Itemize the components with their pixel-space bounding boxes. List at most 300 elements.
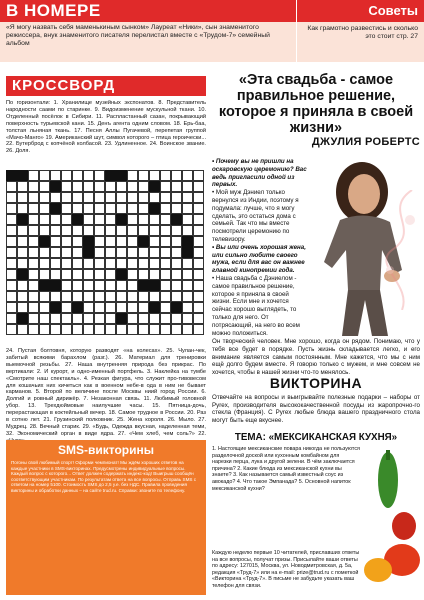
crossword-cell[interactable] (50, 258, 61, 269)
crossword-cell[interactable] (182, 170, 193, 181)
crossword-cell[interactable] (116, 203, 127, 214)
crossword-block (17, 313, 28, 324)
crossword-cell[interactable] (39, 225, 50, 236)
crossword-cell[interactable] (83, 313, 94, 324)
crossword-cell[interactable] (17, 203, 28, 214)
crossword-cell[interactable] (105, 269, 116, 280)
crossword-cell[interactable] (6, 247, 17, 258)
crossword-cell[interactable] (39, 324, 50, 335)
crossword-cell[interactable] (94, 170, 105, 181)
crossword-cell[interactable] (28, 324, 39, 335)
crossword-cell[interactable] (171, 313, 182, 324)
crossword-cell[interactable] (193, 291, 204, 302)
in-this-issue-box (0, 0, 296, 62)
crossword-block (171, 214, 182, 225)
crossword-cell[interactable] (50, 291, 61, 302)
crossword-cell[interactable] (138, 269, 149, 280)
crossword-cell[interactable] (149, 313, 160, 324)
sms-quiz-text: Погоны свой любимый спорт! Оформи чемпионат! Мы ждём хороших ответов на каждые участники в SMS-викторинах. Предусмотрены индивидуальные вопросы. Каждый вопрос с которого... Ответ должен содержать индекс-код! Выигрыш сообщён соответствующим участникам. По результатам ответа на все вопросы. Отправь SMS с ответом на номер 5100. Стоимость SMS до 2,5 у.е. без НДС. Правила проведения викторины и обработки данных – на сайте trud.ru. Справки: звоните по телефону. (11, 460, 197, 493)
crossword-cell[interactable] (83, 291, 94, 302)
crossword-cell[interactable] (83, 203, 94, 214)
in-this-issue-title: В НОМЕРЕ (6, 1, 101, 20)
crossword-cell[interactable] (6, 225, 17, 236)
crossword-cell[interactable] (72, 324, 83, 335)
crossword-cell[interactable] (171, 280, 182, 291)
crossword-block (116, 269, 127, 280)
crossword-cell[interactable] (105, 258, 116, 269)
crossword-cell[interactable] (138, 170, 149, 181)
crossword-cell[interactable] (127, 170, 138, 181)
crossword-cell[interactable] (127, 324, 138, 335)
crossword-cell[interactable] (83, 302, 94, 313)
crossword-cell[interactable] (50, 236, 61, 247)
crossword-cell[interactable] (138, 181, 149, 192)
crossword-cell[interactable] (160, 247, 171, 258)
crossword-cell[interactable] (149, 247, 160, 258)
crossword-cell[interactable] (94, 302, 105, 313)
crossword-cell[interactable] (105, 181, 116, 192)
crossword-cell[interactable] (50, 225, 61, 236)
crossword-cell[interactable] (160, 181, 171, 192)
crossword-cell[interactable] (61, 280, 72, 291)
crossword-cell[interactable] (171, 269, 182, 280)
crossword-cell[interactable] (182, 225, 193, 236)
crossword-block (149, 280, 160, 291)
crossword-cell[interactable] (160, 313, 171, 324)
crossword-cell[interactable] (149, 170, 160, 181)
crossword-cell[interactable] (160, 192, 171, 203)
crossword-cell[interactable] (160, 280, 171, 291)
crossword-cell[interactable] (105, 291, 116, 302)
crossword-cell[interactable] (116, 225, 127, 236)
crossword-cell[interactable] (6, 269, 17, 280)
sms-quiz-title: SMS-викторины (57, 443, 154, 457)
crossword-cell[interactable] (160, 258, 171, 269)
crossword-cell[interactable] (83, 269, 94, 280)
crossword-cell[interactable] (17, 192, 28, 203)
crossword-cell[interactable] (182, 258, 193, 269)
crossword-cell[interactable] (28, 291, 39, 302)
crossword-block (39, 280, 50, 291)
crossword-cell[interactable] (116, 236, 127, 247)
crossword-cell[interactable] (39, 258, 50, 269)
crossword-cell[interactable] (138, 225, 149, 236)
crossword-cell[interactable] (149, 192, 160, 203)
crossword-cell[interactable] (83, 181, 94, 192)
crossword-cell[interactable] (94, 214, 105, 225)
crossword-block (105, 170, 116, 181)
crossword-cell[interactable] (182, 324, 193, 335)
crossword-cell[interactable] (171, 170, 182, 181)
crossword-cell[interactable] (116, 258, 127, 269)
crossword-cell[interactable] (149, 291, 160, 302)
crossword-cell[interactable] (72, 236, 83, 247)
crossword-cell[interactable] (149, 236, 160, 247)
crossword-block (17, 170, 28, 181)
crossword-cell[interactable] (6, 291, 17, 302)
crossword-cell[interactable] (72, 269, 83, 280)
crossword-cell[interactable] (28, 170, 39, 181)
crossword-block (50, 203, 61, 214)
crossword-cell[interactable] (182, 203, 193, 214)
crossword-cell[interactable] (94, 291, 105, 302)
crossword-cell[interactable] (105, 203, 116, 214)
crossword-cell[interactable] (72, 280, 83, 291)
crossword-block (17, 214, 28, 225)
crossword-cell[interactable] (61, 181, 72, 192)
crossword-cell[interactable] (28, 236, 39, 247)
crossword-cell[interactable] (72, 170, 83, 181)
quiz-intro-text: Отвечайте на вопросы и выигрывайте полезные подарки – наборы от Pyrex, производителя высококачественной посуды из жаропрочно-го стекла (Франция). С Pyrex любые блюда вашего праздничного стола могут быть еще вкуснее. (212, 394, 420, 424)
interview-question: • Вы или очень хорошая жена, или сильно любите своего мужа, если для вас он важнее главной кинопремии года. (212, 243, 306, 275)
crossword-block (116, 170, 127, 181)
crossword-block (50, 280, 61, 291)
crossword-cell[interactable] (94, 236, 105, 247)
crossword-cell[interactable] (61, 324, 72, 335)
crossword-block (138, 280, 149, 291)
crossword-cell[interactable] (28, 192, 39, 203)
crossword-cell[interactable] (149, 258, 160, 269)
crossword-cell[interactable] (17, 280, 28, 291)
crossword-cell[interactable] (193, 247, 204, 258)
crossword-cell[interactable] (6, 203, 17, 214)
crossword-cell[interactable] (17, 324, 28, 335)
crossword-cell[interactable] (127, 291, 138, 302)
crossword-cell[interactable] (171, 324, 182, 335)
crossword-cell[interactable] (116, 291, 127, 302)
crossword-cell[interactable] (94, 225, 105, 236)
crossword-cell[interactable] (127, 192, 138, 203)
crossword-cell[interactable] (182, 269, 193, 280)
decorative-ornament (372, 190, 424, 310)
crossword-cell[interactable] (28, 214, 39, 225)
crossword-block (39, 236, 50, 247)
crossword-answer-hint: 27. «Чем хлеб, чем соль?» 22. (117, 430, 206, 437)
crossword-cell[interactable] (171, 291, 182, 302)
crossword-clues-across: По горизонтали: 1. Хранилище музейных экспонатов. 8. Представитель народности саами по старинке. 9. Видоизменение мускульной ткани. 10. Отделенный посёлок в Сибири. 11. Распластанный сазан, покрывающий поверхность турьевской кани. 15. Денъ агента одним словом. 18. Ерь-баа, толстая льняная ткань. 17. Песня Аллы Пугачевой, перепетая группой «Мачо-Манго» 19. Американский шут, символ которого – птица героически... 22. Бутерброд с копчёной колбасой. 23. Удлиненное. 24. Воинское звание. 26. Доля. (6, 100, 206, 155)
crossword-cell[interactable] (61, 192, 72, 203)
crossword-cell[interactable] (116, 181, 127, 192)
crossword-cell[interactable] (138, 291, 149, 302)
crossword-cell[interactable] (39, 269, 50, 280)
crossword-cell[interactable] (138, 324, 149, 335)
crossword-cell[interactable] (171, 258, 182, 269)
crossword-cell[interactable] (182, 181, 193, 192)
crossword-cell[interactable] (193, 236, 204, 247)
crossword-cell[interactable] (39, 214, 50, 225)
crossword-cell[interactable] (127, 258, 138, 269)
crossword-cell[interactable] (149, 214, 160, 225)
crossword-cell[interactable] (6, 214, 17, 225)
crossword-cell[interactable] (83, 214, 94, 225)
crossword-block (6, 170, 17, 181)
crossword-cell[interactable] (39, 170, 50, 181)
crossword-cell[interactable] (61, 302, 72, 313)
crossword-block (182, 247, 193, 258)
crossword-cell[interactable] (83, 192, 94, 203)
crossword-cell[interactable] (193, 203, 204, 214)
crossword-cell[interactable] (50, 170, 61, 181)
crossword-block (50, 181, 61, 192)
crossword-cell[interactable] (138, 214, 149, 225)
crossword-cell[interactable] (160, 269, 171, 280)
crossword-cell[interactable] (116, 324, 127, 335)
crossword-cell[interactable] (28, 247, 39, 258)
crossword-cell[interactable] (171, 225, 182, 236)
interview-person-name: ДЖУЛИЯ РОБЕРТС (311, 136, 420, 148)
crossword-cell[interactable] (171, 247, 182, 258)
crossword-cell[interactable] (193, 214, 204, 225)
crossword-cell[interactable] (160, 302, 171, 313)
crossword-cell[interactable] (17, 302, 28, 313)
crossword-cell[interactable] (72, 225, 83, 236)
crossword-block (116, 313, 127, 324)
crossword-cell[interactable] (193, 313, 204, 324)
crossword-block (72, 302, 83, 313)
quiz-questions: 1. Настоящие мексиканские повара никогда не пользуются разделочной доской или кухонным комбайном для нарезки перца, лука и другой зелени. В чём заключается причина? 2. Какие блюда из мексиканской кухни вы знаете? 3. Как называется самый известный соус из авокадо? 4. Что такое Эмпанада? 5. Основной напиток мексиканской кухни? (212, 446, 360, 492)
crossword-block (116, 214, 127, 225)
crossword-cell[interactable] (160, 170, 171, 181)
crossword-cell[interactable] (17, 225, 28, 236)
crossword-cell[interactable] (149, 269, 160, 280)
crossword-cell[interactable] (127, 302, 138, 313)
crossword-cell[interactable] (6, 313, 17, 324)
crossword-cell[interactable] (50, 324, 61, 335)
crossword-cell[interactable] (6, 324, 17, 335)
crossword-cell[interactable] (138, 258, 149, 269)
crossword-cell[interactable] (171, 181, 182, 192)
crossword-cell[interactable] (160, 324, 171, 335)
crossword-cell[interactable] (72, 258, 83, 269)
crossword-cell[interactable] (83, 324, 94, 335)
crossword-cell[interactable] (105, 247, 116, 258)
crossword-cell[interactable] (61, 291, 72, 302)
page-header (0, 0, 424, 62)
crossword-cell[interactable] (83, 170, 94, 181)
crossword-cell[interactable] (17, 258, 28, 269)
crossword-cell[interactable] (193, 324, 204, 335)
crossword-cell[interactable] (105, 280, 116, 291)
crossword-cell[interactable] (61, 170, 72, 181)
crossword-cell[interactable] (61, 313, 72, 324)
crossword-cell[interactable] (83, 258, 94, 269)
crossword-cell[interactable] (61, 225, 72, 236)
crossword-cell[interactable] (39, 247, 50, 258)
crossword-cell[interactable] (17, 236, 28, 247)
crossword-cell[interactable] (138, 302, 149, 313)
crossword-cell[interactable] (193, 225, 204, 236)
interview-answer: • Наша свадьба с Дэниелом - самое правильное решение, которое я приняла в своей жизни. Если мне и хочется сейчас хорошо выглядеть, то только для него. От потрясающий, на него во всем можно положиться. (212, 274, 300, 337)
crossword-cell[interactable] (72, 203, 83, 214)
tips-title: Советы (368, 3, 418, 18)
crossword-cell[interactable] (193, 302, 204, 313)
interview-headline: «Эта свадьба - самое правильное решение, которое я приняла в своей жизни» (218, 72, 414, 136)
crossword-cell[interactable] (105, 302, 116, 313)
crossword-cell[interactable] (160, 291, 171, 302)
sms-quiz-box (6, 440, 206, 595)
crossword-title-bar (6, 76, 206, 96)
interview-answer: • Мой муж Дэниел только вернулся из Индии, поэтому я подумала: лучше, что я могу сделать, это остаться дома с семьей. Так что мы вместе посмотрели церемонию по телевизору. (212, 189, 299, 243)
crossword-cell[interactable] (17, 247, 28, 258)
crossword-cell[interactable] (149, 225, 160, 236)
crossword-cell[interactable] (83, 280, 94, 291)
crossword-cell[interactable] (182, 313, 193, 324)
crossword-cell[interactable] (61, 236, 72, 247)
crossword-block (171, 302, 182, 313)
crossword-cell[interactable] (105, 324, 116, 335)
crossword-cell[interactable] (39, 302, 50, 313)
crossword-cell[interactable] (28, 269, 39, 280)
crossword-cell[interactable] (28, 258, 39, 269)
crossword-cell[interactable] (193, 269, 204, 280)
crossword-cell[interactable] (127, 280, 138, 291)
crossword-cell[interactable] (160, 236, 171, 247)
crossword-cell[interactable] (61, 247, 72, 258)
crossword-cell[interactable] (193, 192, 204, 203)
crossword-cell[interactable] (105, 214, 116, 225)
crossword-cell[interactable] (61, 203, 72, 214)
crossword-cell[interactable] (94, 324, 105, 335)
crossword-cell[interactable] (61, 269, 72, 280)
crossword-cell[interactable] (50, 214, 61, 225)
crossword-cell[interactable] (50, 192, 61, 203)
crossword-clues-down-text: 24. Пустая болтовня, которую разводят «на колесах». 25. Чулан-чек, забитый всякими барахлом (разг.). 26. Материал для тренировки выемочной резьбы. 27. Наша внутренняя природа без прикрас. По вертикали: 2. И курорт, и одно-именный портфель. 3. Наклейка на тумбе «Смотрите наш спектакль». 4. Резкая фигура, что служит про-тивовесом для кошачьих них кичеться как в военном небе-в ода в ним не бывает карманов. 5. Второй по величине после Москвы ниий город России. 6. Долгий и ровный дирижёр. 7. Незаконная связь. 11. Любимый головной убор. 13. Трехдюймовые наилучшие часы. 15. Пятница-дочь, перерастающая в коктейльный вечер. 18. Самое трудное в России. 20. Раз в сотню лет. 21. Грузинский полковник. 25. Жена короля. 26. Мыло. 27. Мудрец. 28. Вечный старик. 29. «Будь, Одежда вкусная, наделенная теми, 32. Экономический орган в виде ядра. (6, 348, 206, 437)
crossword-cell[interactable] (94, 258, 105, 269)
crossword-cell[interactable] (17, 291, 28, 302)
crossword-cell[interactable] (171, 192, 182, 203)
quiz-theme-title: ТЕМА: «МЕКСИКАНСКАЯ КУХНЯ» (234, 432, 398, 443)
crossword-cell[interactable] (182, 302, 193, 313)
crossword-cell[interactable] (105, 225, 116, 236)
crossword-cell[interactable] (17, 181, 28, 192)
crossword-cell[interactable] (6, 302, 17, 313)
crossword-cell[interactable] (127, 269, 138, 280)
crossword-cell[interactable] (28, 181, 39, 192)
crossword-title: КРОССВОРД (12, 77, 116, 94)
crossword-cell[interactable] (193, 181, 204, 192)
crossword-cell[interactable] (28, 280, 39, 291)
crossword-cell[interactable] (105, 192, 116, 203)
crossword-cell[interactable] (127, 181, 138, 192)
crossword-cell[interactable] (182, 192, 193, 203)
in-this-issue-text: «Я могу назвать себя маменькиным сынком» Лауреат «Ники», сын знаменитого режиссера, внук знаменитого писателя перелистал вместе с «Трудом-7» семейный альбом (6, 24, 270, 48)
crossword-cell[interactable] (149, 324, 160, 335)
tips-box (297, 0, 424, 62)
crossword-cell[interactable] (160, 203, 171, 214)
crossword-cell[interactable] (116, 247, 127, 258)
crossword-cell[interactable] (127, 313, 138, 324)
crossword-cell[interactable] (72, 313, 83, 324)
crossword-cell[interactable] (83, 225, 94, 236)
crossword-cell[interactable] (72, 291, 83, 302)
interview-body-text: Он творческий человек. Мне хорошо, когда он рядом. Понимаю, что у тебя все будет в порядке. Пусть жизнь складывается легко, и его внимание является самым постоянным. Мне кажется, что мы с ним ещё долго будем вместе. Я говорю только с мужем, и мне совсем не хочется, чтобы в нашей жизни что-то менялось. (212, 338, 420, 377)
crossword-cell[interactable] (127, 203, 138, 214)
crossword-cell[interactable] (105, 313, 116, 324)
crossword-block (138, 236, 149, 247)
crossword-cell[interactable] (127, 247, 138, 258)
crossword-cell[interactable] (193, 280, 204, 291)
crossword-cell[interactable] (94, 181, 105, 192)
crossword-clues-down (6, 348, 206, 445)
crossword-cell[interactable] (72, 181, 83, 192)
crossword-block (83, 236, 94, 247)
crossword-cell[interactable] (39, 181, 50, 192)
crossword-block (149, 181, 160, 192)
crossword-cell[interactable] (182, 291, 193, 302)
crossword-block (149, 203, 160, 214)
crossword-cell[interactable] (94, 192, 105, 203)
crossword-cell[interactable] (138, 203, 149, 214)
crossword-cell[interactable] (116, 302, 127, 313)
crossword-cell[interactable] (171, 236, 182, 247)
crossword-grid[interactable] (6, 170, 206, 345)
crossword-cell[interactable] (116, 280, 127, 291)
crossword-block (182, 236, 193, 247)
crossword-cell[interactable] (160, 214, 171, 225)
crossword-cell[interactable] (94, 280, 105, 291)
crossword-cell[interactable] (94, 269, 105, 280)
interview-question: • Почему вы не пришли на оскаровскую церемонию? Вас ведь пригласили одной из первых. (212, 158, 307, 189)
crossword-cell[interactable] (28, 302, 39, 313)
crossword-cell[interactable] (72, 192, 83, 203)
crossword-cell[interactable] (160, 225, 171, 236)
crossword-cell[interactable] (116, 192, 127, 203)
crossword-cell[interactable] (39, 203, 50, 214)
crossword-cell[interactable] (182, 214, 193, 225)
crossword-cell[interactable] (72, 247, 83, 258)
crossword-cell[interactable] (94, 203, 105, 214)
crossword-cell[interactable] (28, 225, 39, 236)
crossword-cell[interactable] (61, 258, 72, 269)
crossword-cell[interactable] (94, 313, 105, 324)
crossword-cell[interactable] (94, 247, 105, 258)
crossword-cell[interactable] (193, 258, 204, 269)
crossword-block (72, 214, 83, 225)
crossword-cell[interactable] (6, 181, 17, 192)
crossword-cell[interactable] (6, 192, 17, 203)
crossword-cell[interactable] (6, 236, 17, 247)
crossword-cell[interactable] (127, 214, 138, 225)
crossword-cell[interactable] (127, 236, 138, 247)
crossword-block (17, 269, 28, 280)
crossword-cell[interactable] (138, 192, 149, 203)
crossword-cell[interactable] (50, 269, 61, 280)
crossword-block (50, 302, 61, 313)
crossword-cell[interactable] (6, 258, 17, 269)
crossword-cell[interactable] (28, 313, 39, 324)
crossword-cell[interactable] (39, 192, 50, 203)
crossword-cell[interactable] (39, 291, 50, 302)
tips-text: Как грамотно развестись и сколько это стоит стр. 27 (307, 25, 418, 41)
crossword-cell[interactable] (39, 313, 50, 324)
crossword-cell[interactable] (193, 170, 204, 181)
quiz-conditions: Каждую неделю первые 10 читателей, приславших ответы на все вопросы, получат призы. Присылайте ваши ответы по адресу: 127015, Москва, ул. Новодмитровская, д. 5а, редакция «Труд-7» или на e-mail: prize@trud.ru с пометкой «Викторина «Труд-7». В письме не забудьте указать ваш телефон для связи. (212, 550, 360, 589)
quiz-title: ВИКТОРИНА (269, 375, 363, 391)
crossword-cell[interactable] (50, 313, 61, 324)
crossword-cell[interactable] (105, 236, 116, 247)
crossword-block (83, 247, 94, 258)
interview-qa-column (212, 158, 308, 337)
crossword-cell[interactable] (6, 280, 17, 291)
crossword-cell[interactable] (182, 280, 193, 291)
crossword-cell[interactable] (28, 203, 39, 214)
crossword-cell[interactable] (61, 214, 72, 225)
crossword-cell[interactable] (127, 225, 138, 236)
crossword-cell[interactable] (138, 313, 149, 324)
crossword-cell[interactable] (50, 247, 61, 258)
crossword-cell[interactable] (171, 203, 182, 214)
crossword-cell[interactable] (138, 247, 149, 258)
